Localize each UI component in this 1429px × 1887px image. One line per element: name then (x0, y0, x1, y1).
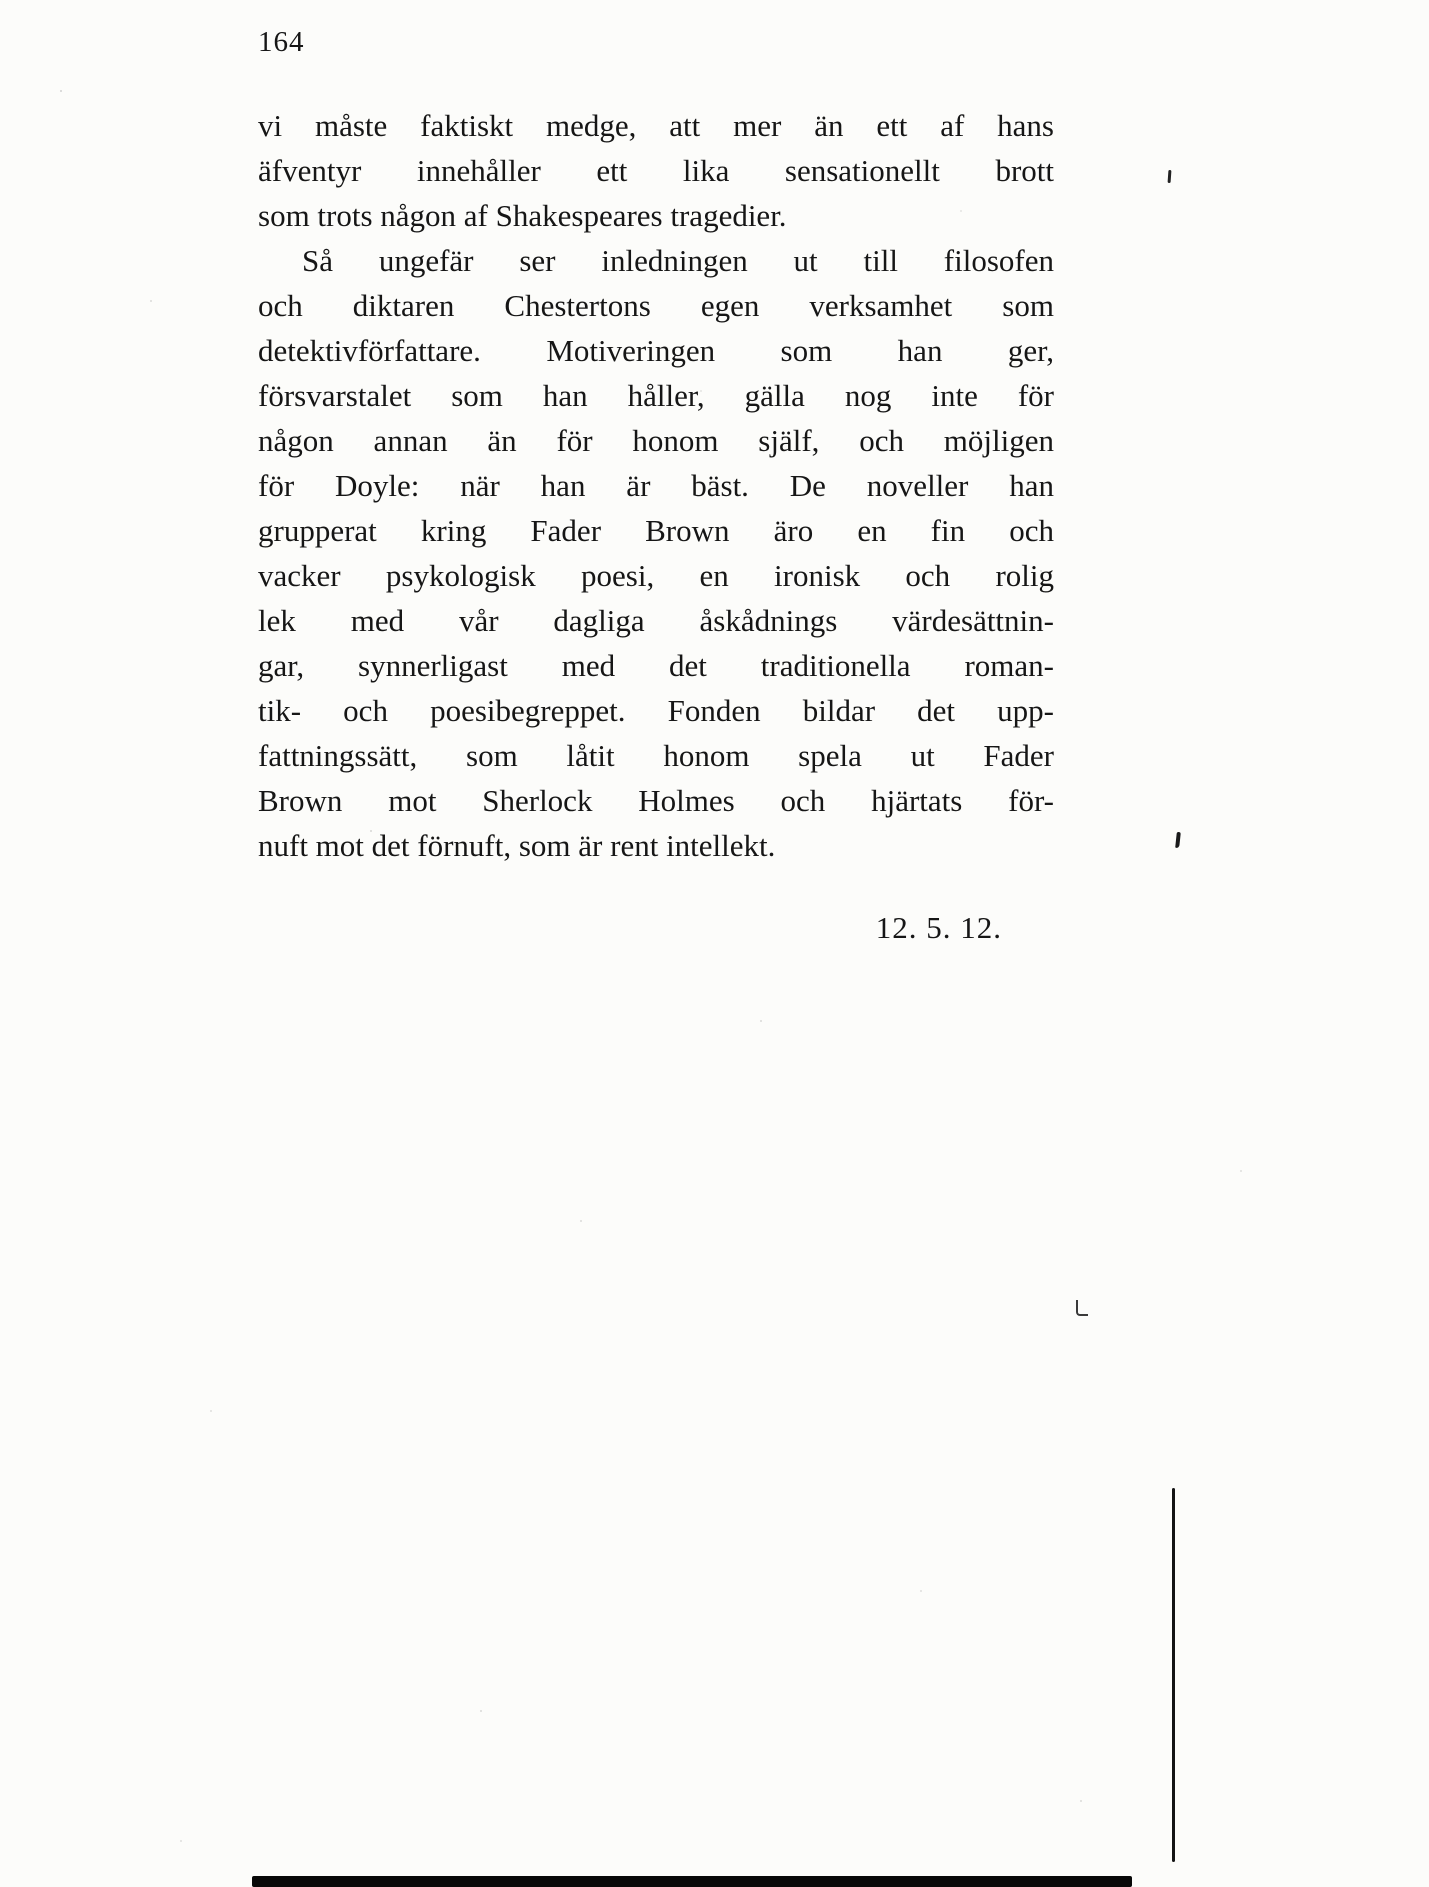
scan-artifact-tick (1168, 170, 1172, 183)
text-line: vi måste faktiskt medge, att mer än ett af hans (258, 108, 1054, 143)
date-signature: 12. 5. 12. (875, 910, 1002, 945)
scan-artifact-l-mark (1076, 1300, 1088, 1316)
text-line: äfventyr innehåller ett lika sensationellt brott (258, 153, 1054, 188)
page-number: 164 (258, 26, 305, 58)
text-line: tik- och poesibegreppet. Fonden bildar det upp- (258, 693, 1054, 728)
text-line: vacker psykologisk poesi, en ironisk och rolig (258, 558, 1054, 593)
text-line: gar, synnerligast med det traditionella roman- (258, 648, 1054, 683)
text-line: Brown mot Sherlock Holmes och hjärtats för- (258, 783, 1054, 818)
scan-artifact-bottom-strip (252, 1876, 1132, 1887)
text-line: som trots någon af Shakespeares tragedier. (258, 198, 787, 233)
scan-noise-specks (60, 90, 62, 92)
text-line: lek med vår dagliga åskådnings värdesättnin- (258, 603, 1054, 638)
text-line: nuft mot det förnuft, som är rent intellekt. (258, 828, 776, 863)
text-line: någon annan än för honom själf, och möjligen (258, 423, 1054, 458)
text-line: försvarstalet som han håller, gälla nog inte för (258, 378, 1054, 413)
text-line: för Doyle: när han är bäst. De noveller han (258, 468, 1054, 503)
text-line: detektivförfattare. Motiveringen som han ger, (258, 333, 1054, 368)
text-line: Så ungefär ser inledningen ut till filosofen (302, 243, 1054, 278)
body-text (258, 103, 1054, 868)
scan-artifact-vertical-line (1172, 1488, 1175, 1862)
scan-artifact-comma (1175, 832, 1181, 848)
text-line: fattningssätt, som låtit honom spela ut Fader (258, 738, 1054, 773)
text-line: och diktaren Chestertons egen verksamhet som (258, 288, 1054, 323)
text-line: grupperat kring Fader Brown äro en fin och (258, 513, 1054, 548)
